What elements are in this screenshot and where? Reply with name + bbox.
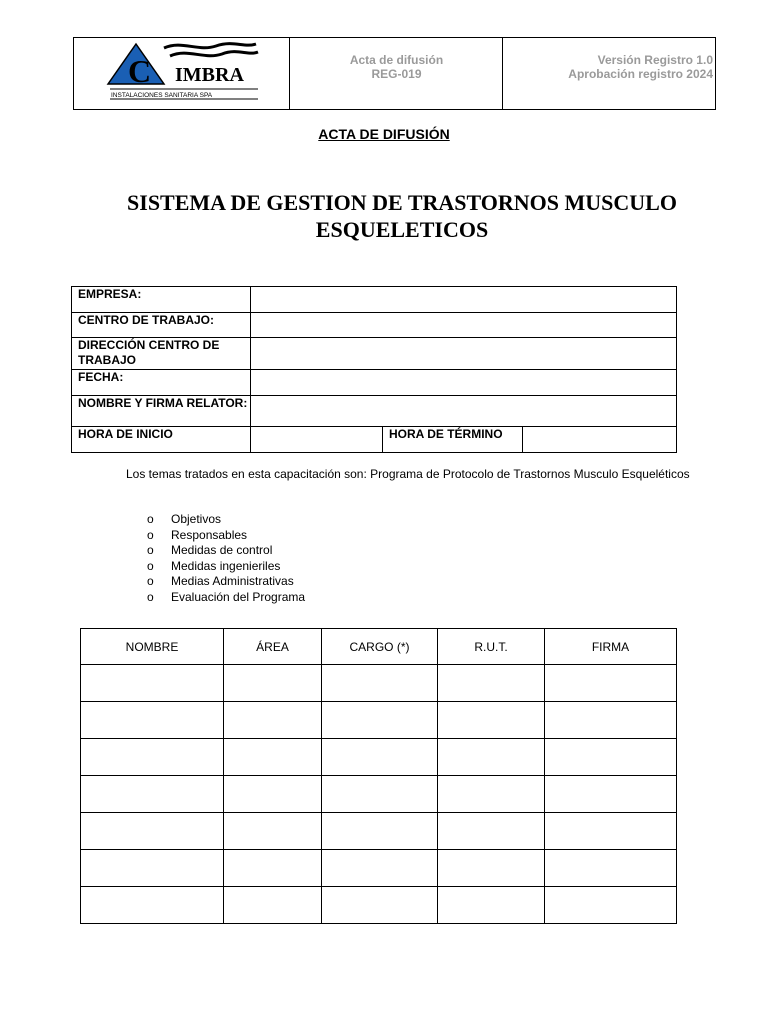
info-row-horas [72, 427, 677, 453]
topic-label: Responsables [171, 527, 248, 542]
table-row [81, 776, 677, 813]
bullet-icon: o [147, 527, 154, 542]
cell-firma[interactable] [545, 776, 677, 813]
table-row [81, 702, 677, 739]
cell-cargo[interactable] [322, 850, 438, 887]
cell-firma[interactable] [545, 702, 677, 739]
cell-area[interactable] [224, 776, 322, 813]
cell-cargo[interactable] [322, 702, 438, 739]
cell-area[interactable] [224, 702, 322, 739]
cell-rut[interactable] [438, 887, 545, 924]
label-hora-termino: HORA DE TÉRMINO [383, 427, 523, 453]
cell-nombre[interactable] [81, 702, 224, 739]
cell-cargo[interactable] [322, 665, 438, 702]
svg-text:IMBRA: IMBRA [175, 64, 244, 86]
cell-nombre[interactable] [81, 776, 224, 813]
version-cell [502, 38, 716, 109]
topic-label: Objetivos [171, 512, 222, 526]
cell-rut[interactable] [438, 776, 545, 813]
bullet-icon: o [147, 558, 154, 573]
temas-text: Los temas tratados en esta capacitación son: Programa de Protocolo de Trastornos Musculo Esqueléticos [126, 467, 690, 481]
field-direccion[interactable] [251, 338, 677, 370]
field-hora-termino[interactable] [523, 427, 677, 453]
info-row-direccion [72, 338, 677, 370]
document-name: Acta de difusión [349, 53, 444, 67]
document-header [73, 37, 716, 110]
attendance-body [81, 665, 677, 924]
column-header-firma: FIRMA [545, 629, 677, 665]
company-logo [74, 38, 289, 109]
topic-label: Medias Administrativas [171, 574, 294, 589]
field-fecha[interactable] [251, 370, 677, 396]
info-row-fecha [72, 370, 677, 396]
approval-text: Aprobación registro 2024 [568, 67, 713, 81]
table-row [81, 739, 677, 776]
svg-text:C: C [128, 53, 152, 89]
list-item [147, 559, 305, 575]
label-centro-trabajo: CENTRO DE TRABAJO: [72, 313, 251, 338]
acta-title [0, 126, 768, 144]
attendance-header-row [81, 629, 677, 665]
info-row-relator [72, 396, 677, 427]
cell-nombre[interactable] [81, 887, 224, 924]
list-item [147, 574, 305, 590]
cell-nombre[interactable] [81, 665, 224, 702]
cell-area[interactable] [224, 739, 322, 776]
acta-title-text: ACTA DE DIFUSIÓN [318, 126, 450, 142]
cell-cargo[interactable] [322, 776, 438, 813]
cell-firma[interactable] [545, 850, 677, 887]
list-item [147, 528, 305, 544]
column-header-rut: R.U.T. [438, 629, 545, 665]
field-hora-inicio[interactable] [251, 427, 383, 453]
cell-area[interactable] [224, 665, 322, 702]
info-row-centro [72, 313, 677, 338]
cell-rut[interactable] [438, 850, 545, 887]
field-relator[interactable] [251, 396, 677, 427]
column-header-nombre: NOMBRE [81, 629, 224, 665]
list-item [147, 590, 305, 606]
label-fecha: FECHA: [72, 370, 251, 396]
bullet-icon: o [147, 589, 154, 604]
topic-label: Evaluación del Programa [171, 589, 306, 604]
cell-nombre[interactable] [81, 739, 224, 776]
list-item [147, 512, 305, 528]
cell-firma[interactable] [545, 887, 677, 924]
cell-rut[interactable] [438, 739, 545, 776]
label-relator: NOMBRE Y FIRMA RELATOR: [72, 396, 251, 427]
version-text: Versión Registro 1.0 [597, 53, 713, 67]
cell-firma[interactable] [545, 665, 677, 702]
column-header-cargo: CARGO (*) [322, 629, 438, 665]
cell-nombre[interactable] [81, 850, 224, 887]
cell-area[interactable] [224, 887, 322, 924]
main-title [90, 189, 714, 243]
cell-rut[interactable] [438, 813, 545, 850]
bullet-icon: o [147, 512, 154, 526]
topics-list [147, 512, 305, 606]
column-header-area: ÁREA [224, 629, 322, 665]
bullet-icon: o [147, 574, 154, 589]
main-title-line-1: SISTEMA DE GESTION DE TRASTORNOS MUSCULO [127, 190, 677, 215]
table-row [81, 887, 677, 924]
main-title-line-2: ESQUELETICOS [315, 217, 489, 242]
cell-area[interactable] [224, 813, 322, 850]
table-row [81, 665, 677, 702]
list-item [147, 543, 305, 559]
info-table [71, 286, 677, 453]
topic-label: Medidas de control [171, 543, 273, 558]
cell-cargo[interactable] [322, 887, 438, 924]
label-empresa: EMPRESA: [72, 287, 251, 313]
label-hora-inicio: HORA DE INICIO [72, 427, 251, 453]
cell-firma[interactable] [545, 739, 677, 776]
document-name-cell [289, 38, 503, 109]
bullet-icon: o [147, 543, 154, 558]
cell-rut[interactable] [438, 702, 545, 739]
cimbra-logo-icon [74, 38, 289, 109]
info-row-empresa [72, 287, 677, 313]
field-centro-trabajo[interactable] [251, 313, 677, 338]
cell-area[interactable] [224, 850, 322, 887]
cell-rut[interactable] [438, 665, 545, 702]
cell-nombre[interactable] [81, 813, 224, 850]
table-row [81, 813, 677, 850]
cell-cargo[interactable] [322, 813, 438, 850]
table-row [81, 850, 677, 887]
topic-label: Medidas ingenieriles [171, 558, 281, 573]
field-empresa[interactable] [251, 287, 677, 313]
label-direccion: DIRECCIÓN CENTRO DE TRABAJO [72, 338, 251, 370]
document-code: REG-019 [371, 67, 422, 81]
attendance-table [80, 628, 677, 924]
cell-firma[interactable] [545, 813, 677, 850]
svg-text:INSTALACIONES SANITARIA SPA: INSTALACIONES SANITARIA SPA [111, 92, 213, 99]
cell-cargo[interactable] [322, 739, 438, 776]
